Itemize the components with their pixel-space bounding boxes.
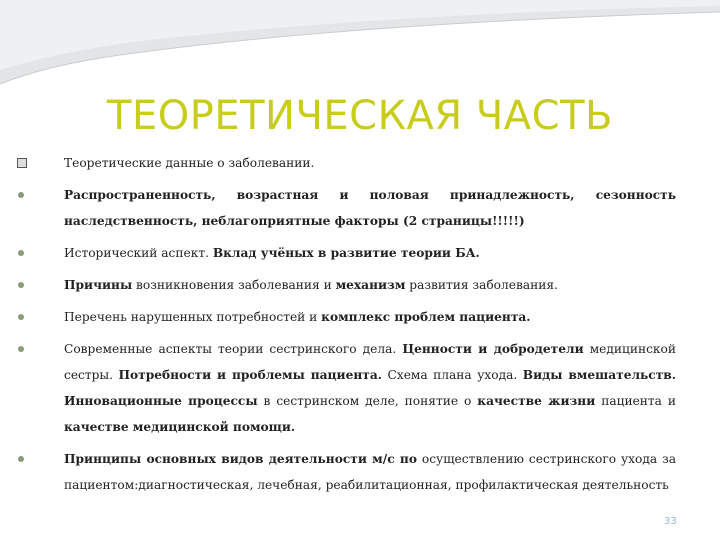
item-text-bold: качестве медицинской помощи.	[64, 420, 296, 434]
item-text: осуществлению сестринского ухода за пациентом:диагностическая, лечебная, реабилитационная, профилактическая деятельность	[64, 452, 676, 492]
item-text-bold: принадлежность,	[449, 188, 575, 202]
item-text-bold: возрастная	[236, 188, 319, 202]
item-text-bold: комплекс проблем пациента.	[321, 310, 531, 324]
bullet-icon	[18, 456, 24, 462]
item-text-bold: Виды вмешательств. Инновационные процессы	[64, 368, 676, 408]
item-text: в сестринском деле, понятие о	[257, 394, 478, 408]
page-number: 33	[664, 516, 677, 527]
list-item	[14, 150, 676, 176]
bullet-icon	[18, 282, 24, 288]
item-text: Схема плана ухода.	[381, 368, 523, 382]
item-text: Современные аспекты теории сестринского дела.	[64, 342, 403, 356]
list-item	[14, 182, 676, 234]
bullet-icon	[18, 314, 24, 320]
item-text-bold: и	[339, 188, 349, 202]
list-item	[14, 240, 676, 266]
item-text: возникновения заболевания и	[132, 278, 336, 292]
item-text-bold: Принципы основных видов деятельности м/с по	[64, 452, 417, 466]
item-text-bold: наследственность, неблагоприятные факторы (2 страницы!!!!!)	[64, 214, 525, 228]
item-text: медицинской сестры.	[64, 342, 677, 382]
slide-title: ТЕОРЕТИЧЕСКАЯ ЧАСТЬ	[107, 93, 613, 139]
checkbox-bullet-icon	[17, 158, 27, 168]
bullet-icon	[18, 346, 24, 352]
item-text-bold: Причины	[64, 278, 133, 292]
list-item	[14, 272, 676, 298]
item-text: Теоретические данные о заболевании.	[64, 156, 315, 170]
item-text-bold: механизм	[335, 278, 406, 292]
list-item	[14, 304, 676, 330]
item-text-bold: Распространенность,	[64, 188, 216, 202]
item-text-bold: качестве жизни	[477, 394, 596, 408]
item-text-bold: Вклад учёных в развитие теории БА.	[212, 246, 480, 260]
item-text: развития заболевания.	[405, 278, 558, 292]
list-item	[14, 336, 676, 440]
item-text-bold: Потребности и проблемы пациента.	[118, 368, 382, 382]
item-text: Перечень нарушенных потребностей и	[64, 310, 322, 324]
item-text-bold: сезонность	[595, 188, 676, 202]
item-text-line1	[64, 182, 676, 208]
item-text-bold: половая	[369, 188, 429, 202]
bullet-icon	[18, 192, 24, 198]
bullet-icon	[18, 250, 24, 256]
item-text: пациента и	[595, 394, 676, 408]
list-item	[14, 446, 676, 498]
item-text-bold: Ценности и добродетели	[402, 342, 584, 356]
item-text: Исторический аспект.	[64, 246, 213, 260]
slide-content	[14, 150, 676, 498]
